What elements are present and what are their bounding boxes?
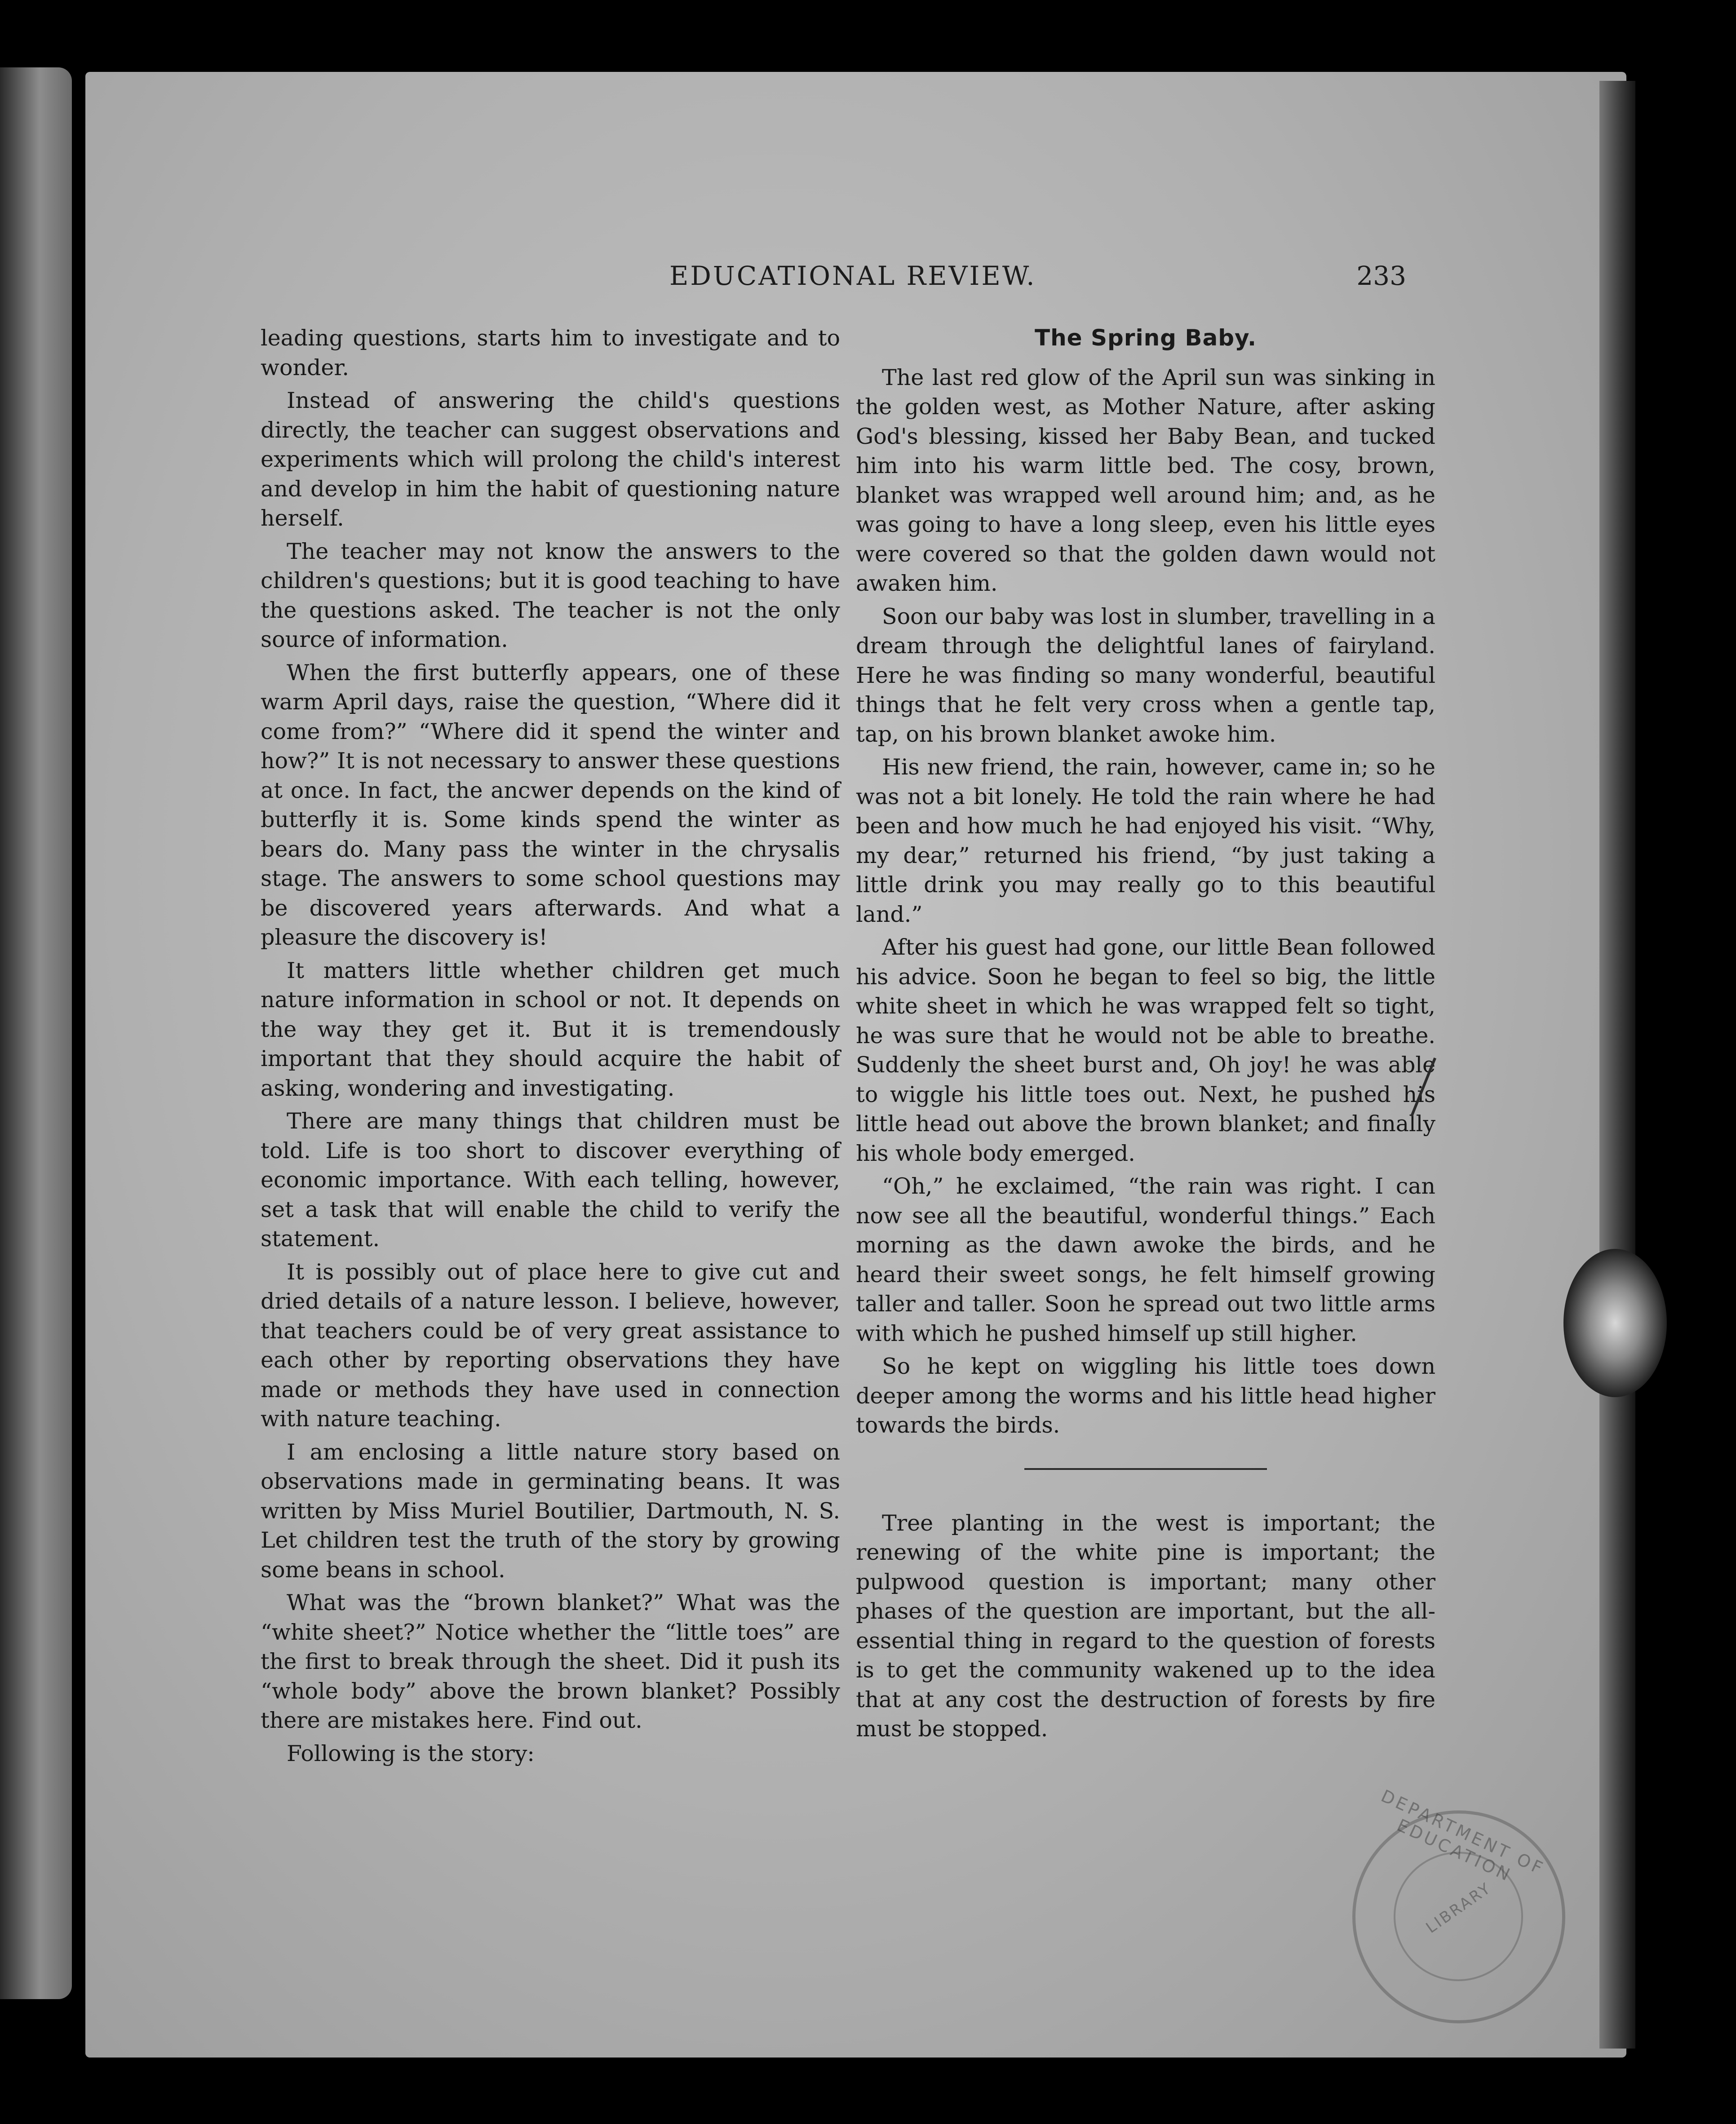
- paragraph: When the first butterfly appears, one of these warm April days, raise the question, “Where did it come from?” “Where did it spend the winter and how?” It is not necessary to answer these questions at once. In fact, the ancwer depends on the kind of butterfly it is. Some kinds spend the winter as bears do. Many pass the winter in the chrysalis stage. The answers to some school questions may be discovered years afterwards. And what a pleasure the discovery is!: [261, 659, 840, 950]
- story-paragraph: The last red glow of the April sun was sinking in the golden west, as Mother Nature, after asking God's blessing, kissed her Baby Bean, and tucked him into his warm little bed. The cosy, brown, blanket was wrapped well around him; and, as he was going to have a long sleep, even his little eyes were covered so that the golden dawn would not awaken him.: [856, 364, 1435, 596]
- binder-clip: [1563, 1249, 1667, 1397]
- left-column: [261, 323, 840, 1772]
- paragraph: The teacher may not know the answers to the children's questions; but it is good teaching to have the questions asked. The teacher is not the only source of information.: [261, 538, 840, 652]
- paragraph: leading questions, starts him to investigate and to wonder.: [261, 325, 840, 381]
- story-title: The Spring Baby.: [1034, 325, 1257, 351]
- story-paragraph: So he kept on wiggling his little toes down deeper among the worms and his little head higher towards the birds.: [856, 1354, 1435, 1438]
- forestry-paragraph: Tree planting in the west is important; the renewing of the white pine is important; the pulpwood question is important; many other phases of the question are important, but the all-essential thing in regard to the question of forests is to get the community wakened up to the idea that at any cost the destruction of forests by fire must be stopped.: [856, 1510, 1435, 1742]
- library-stamp: [1352, 1786, 1565, 2023]
- paragraph: It matters little whether children get much nature information in school or not. It depends on the way they get it. But it is tremendously important that they should acquire the habit of asking, wondering and investigating.: [261, 957, 840, 1101]
- page-number: 233: [1356, 261, 1406, 291]
- facing-page-edge: [0, 67, 72, 1999]
- right-column: [856, 323, 1435, 1748]
- story-paragraph: Soon our baby was lost in slumber, travelling in a dream through the delightful lanes of fairyland. Here he was finding so many wonderful, beautiful things that he felt very cross when a gentle tap, tap, on his brown blanket awoke him.: [856, 603, 1435, 747]
- page-header: [265, 261, 1406, 301]
- section-divider: [1024, 1468, 1267, 1470]
- paragraph: Instead of answering the child's questions directly, the teacher can suggest observations and experiments which will prolong the child's interest and develop in him the habit of questioning nature herself.: [261, 388, 840, 531]
- story-paragraph: “Oh,” he exclaimed, “the rain was right. I can now see all the beautiful, wonderful things.” Each morning as the dawn awoke the birds, and he heard their sweet songs, he felt himself growing taller and taller. Soon he spread out two little arms with which he pushed himself up still higher.: [856, 1173, 1435, 1346]
- story-paragraph: After his guest had gone, our little Bean followed his advice. Soon he began to feel so big, the little white sheet in which he was wrapped felt so tight, he was sure that he would not be able to breathe. Suddenly the sheet burst and, Oh joy! he was able to wiggle his little toes out. Next, he pushed his little head out above the brown blanket; and finally his whole body emerged.: [856, 934, 1435, 1166]
- paragraph: There are many things that children must be told. Life is too short to discover everything of economic importance. With each telling, however, set a task that will enable the child to verify the statement.: [261, 1108, 840, 1252]
- paragraph: I am enclosing a little nature story based on observations made in germinating beans. It was written by Miss Muriel Boutilier, Dartmouth, N. S. Let children test the truth of the story by growing some beans in school.: [261, 1439, 840, 1583]
- paragraph: Following is the story:: [287, 1740, 535, 1766]
- stamp-outer-text: DEPARTMENT OF EDUCATION: [1378, 1786, 1548, 1886]
- stamp-inner-text: LIBRARY: [1422, 1879, 1495, 1937]
- story-paragraph: His new friend, the rain, however, came in; so he was not a bit lonely. He told the rain where he had been and how much he had enjoyed his visit. “Why, my dear,” returned his friend, “by just taking a little drink you may really go to this beautiful land.”: [856, 754, 1435, 927]
- paragraph: What was the “brown blanket?” What was the “white sheet?” Notice whether the “little toes” are the first to break through the sheet. Did it push its “whole body” above the brown blanket? Possibly there are mistakes here. Find out.: [261, 1590, 840, 1733]
- binding-edge: [1599, 81, 1635, 2049]
- paragraph: It is possibly out of place here to give cut and dried details of a nature lesson. I believe, however, that teachers could be of very great assistance to each other by reporting observations they have made or methods they have used in connection with nature teaching.: [261, 1259, 840, 1432]
- running-title: EDUCATIONAL REVIEW.: [669, 261, 1036, 291]
